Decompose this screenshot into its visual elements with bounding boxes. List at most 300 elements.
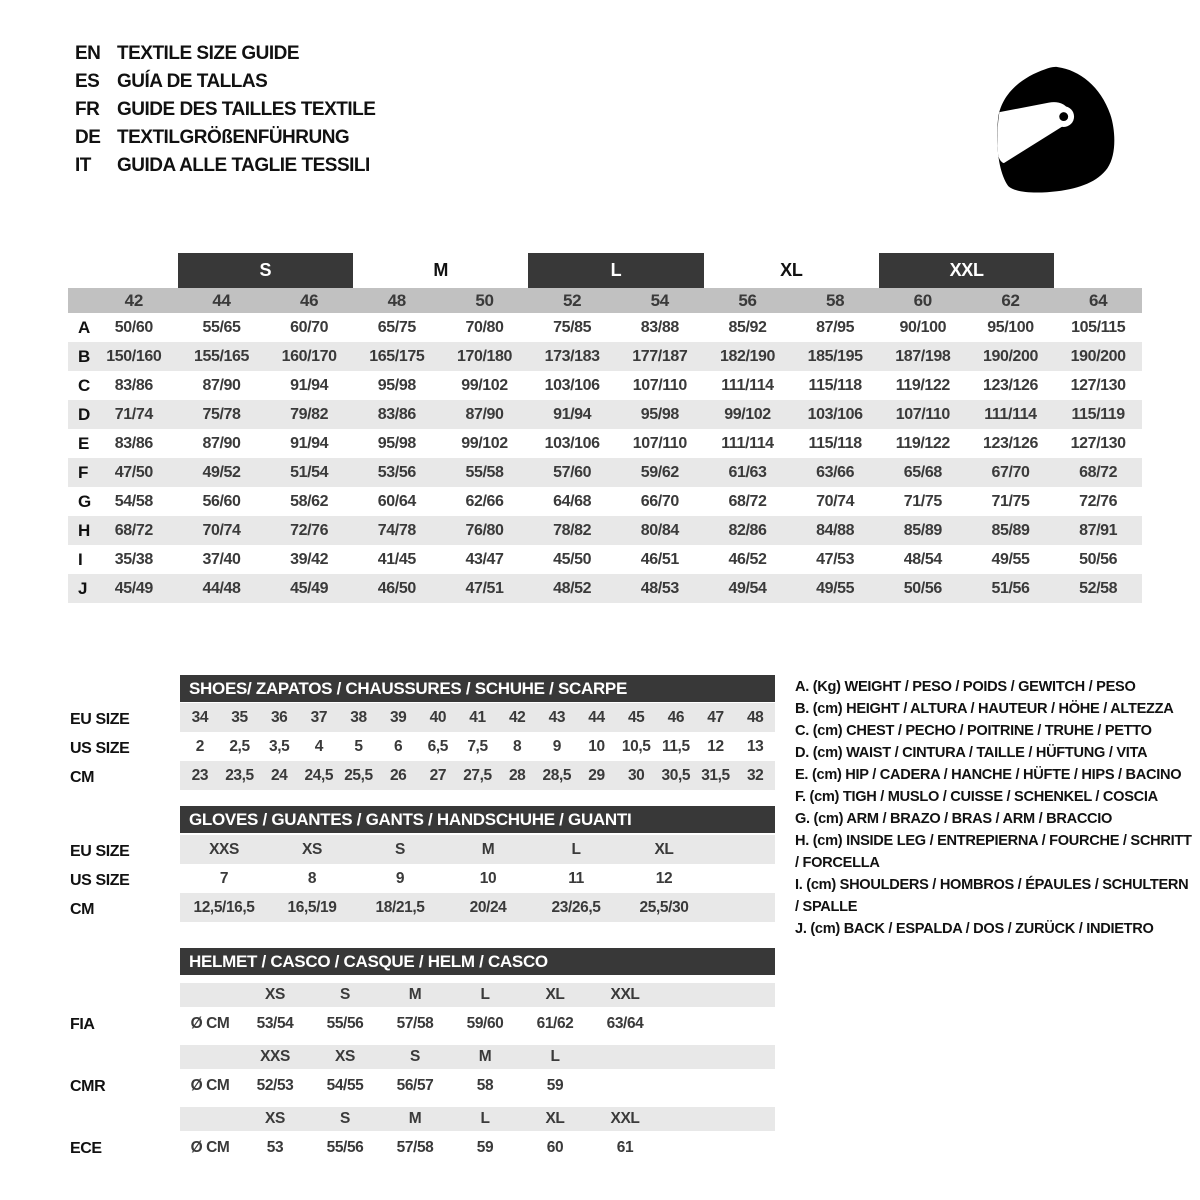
gloves-value: 23/26,5 <box>551 898 601 916</box>
shoes-value: 41 <box>469 708 486 726</box>
shoes-value: 36 <box>270 708 288 726</box>
helmet-cmr-sizes-row <box>180 1045 775 1069</box>
size-value: 99/102 <box>461 376 508 394</box>
size-value: 111/114 <box>984 405 1037 423</box>
gloves-value: 12,5/16,5 <box>193 898 255 916</box>
size-value: 51/56 <box>991 579 1030 597</box>
size-value: 70/74 <box>202 521 241 539</box>
size-value: 173/183 <box>544 347 600 365</box>
helmet-value: L <box>550 1048 560 1065</box>
shoes-us-size-label: US SIZE <box>70 740 130 757</box>
size-value: 115/118 <box>808 434 862 452</box>
size-value: 111/114 <box>721 376 774 394</box>
shoes-value: 40 <box>429 708 447 726</box>
helmet-value: XL <box>545 986 565 1003</box>
size-value: 95/98 <box>377 434 416 452</box>
helmet-lead-cell: Ø CM <box>190 1015 230 1032</box>
shoes-value: 37 <box>310 708 328 726</box>
size-value: 70/74 <box>816 492 855 510</box>
gloves-value: 11 <box>568 869 584 887</box>
shoes-value: 28 <box>508 766 526 784</box>
measurement-legend <box>795 676 1195 940</box>
measure-row-I <box>68 545 1142 574</box>
size-value: 95/98 <box>377 376 416 394</box>
shoes-value: 30 <box>627 766 645 784</box>
shoes-value: 7,5 <box>467 737 488 755</box>
gloves-eu-row <box>180 835 775 864</box>
size-value: 68/72 <box>114 521 153 539</box>
size-value: 91/94 <box>290 376 329 394</box>
size-value: 59/62 <box>640 463 679 481</box>
measure-row-C <box>68 371 1142 400</box>
size-value: 150/160 <box>106 347 162 365</box>
size-number: 44 <box>212 290 231 310</box>
shoes-cm-row <box>180 761 775 790</box>
size-value: 48/54 <box>903 550 942 568</box>
size-value: 85/92 <box>728 318 767 336</box>
size-value: 76/80 <box>465 521 504 539</box>
racing-helmet-icon <box>975 38 1145 210</box>
legend-item: C. (cm) CHEST / PECHO / POITRINE / TRUHE / PETTO <box>795 723 1152 739</box>
shoes-section-title: SHOES/ ZAPATOS / CHAUSSURES / SCHUHE / SCARPE <box>180 675 775 702</box>
size-number: 50 <box>475 290 494 310</box>
gloves-value: 7 <box>219 869 229 887</box>
lang-code: IT <box>75 155 91 176</box>
shoes-value: 10 <box>588 737 605 755</box>
size-number: 48 <box>387 290 406 310</box>
shoes-value: 12 <box>707 737 724 755</box>
helmet-lead-cell <box>180 1107 240 1131</box>
lang-row-en <box>75 40 375 68</box>
gloves-value: XXS <box>209 840 239 858</box>
lang-code: EN <box>75 43 101 64</box>
size-value: 75/78 <box>202 405 241 423</box>
gloves-value: L <box>571 840 581 858</box>
size-value: 82/86 <box>728 521 767 539</box>
helmet-value: 59 <box>476 1139 494 1156</box>
size-value: 103/106 <box>807 405 863 423</box>
size-value: 43/47 <box>465 550 504 568</box>
shoes-value: 2 <box>195 737 204 755</box>
gloves-section-title: GLOVES / GUANTES / GANTS / HANDSCHUHE / GUANTI <box>180 806 775 833</box>
language-title-block <box>75 40 375 180</box>
size-value: 65/68 <box>903 463 942 481</box>
page-title: TEXTILGRÖßENFÜHRUNG <box>117 127 350 148</box>
size-value: 123/126 <box>982 376 1039 394</box>
shoes-value: 24,5 <box>304 766 334 784</box>
size-value: 103/106 <box>544 376 600 394</box>
gloves-value: XL <box>654 840 674 858</box>
helmet-value: 59/60 <box>466 1015 504 1032</box>
lang-code: FR <box>75 99 100 120</box>
size-value: 165/175 <box>369 347 425 365</box>
size-value: 55/65 <box>202 318 241 336</box>
size-value: 67/70 <box>991 463 1030 481</box>
size-value: 45/49 <box>114 579 153 597</box>
size-value: 115/119 <box>1071 405 1125 423</box>
shoes-value: 43 <box>548 708 566 726</box>
size-value: 182/190 <box>719 347 776 365</box>
shoes-value: 44 <box>588 708 605 726</box>
size-value: 63/66 <box>816 463 855 481</box>
size-value: 99/102 <box>461 434 508 452</box>
shoes-value: 13 <box>746 737 764 755</box>
gloves-cm-row <box>180 893 775 922</box>
helmet-value: 55/56 <box>326 1015 364 1032</box>
helmet-value: 61 <box>616 1139 634 1156</box>
size-value: 85/89 <box>991 521 1030 539</box>
row-label: I <box>78 549 83 569</box>
size-value: 83/86 <box>114 434 153 452</box>
helmet-value: XL <box>545 1110 565 1127</box>
shoes-value: 29 <box>588 766 605 784</box>
size-value: 123/126 <box>982 434 1039 452</box>
gloves-value: 20/24 <box>469 898 507 916</box>
helmet-value <box>590 1069 660 1103</box>
helmet-lead-cell: Ø CM <box>190 1077 230 1094</box>
gloves-value: 12 <box>655 869 673 887</box>
shoes-value: 42 <box>508 708 526 726</box>
size-value: 90/100 <box>899 318 947 336</box>
size-value: 47/50 <box>114 463 153 481</box>
shoes-eu-size-label: EU SIZE <box>70 711 130 728</box>
main-size-table <box>68 253 1142 603</box>
helmet-fia-sizes-row <box>180 983 775 1007</box>
size-value: 87/90 <box>202 376 241 394</box>
legend-item: F. (cm) TIGH / MUSLO / CUISSE / SCHENKEL / COSCIA <box>795 789 1158 805</box>
shoes-value: 25,5 <box>344 766 373 784</box>
helmet-value: M <box>408 1110 422 1127</box>
shoes-value: 35 <box>231 708 248 726</box>
size-number: 46 <box>300 290 319 310</box>
legend-item: J. (cm) BACK / ESPALDA / DOS / ZURÜCK / INDIETRO <box>795 921 1154 937</box>
shoes-value: 24 <box>270 766 288 784</box>
helmet-lead-cell: Ø CM <box>190 1139 230 1156</box>
helmet-value: 61/62 <box>536 1015 574 1032</box>
helmet-value: L <box>480 1110 490 1127</box>
size-value: 57/60 <box>553 463 592 481</box>
size-value: 35/38 <box>114 550 153 568</box>
size-value: 72/76 <box>1079 492 1118 510</box>
size-value: 71/75 <box>903 492 942 510</box>
size-value: 61/63 <box>728 463 767 481</box>
page-title: GUIDE DES TAILLES TEXTILE <box>117 99 376 120</box>
helmet-value: 57/58 <box>396 1139 434 1156</box>
size-value: 155/165 <box>193 347 250 365</box>
size-number: 60 <box>913 290 932 310</box>
helmet-value: XXL <box>610 1110 640 1127</box>
page-title: GUÍA DE TALLAS <box>117 71 268 92</box>
legend-item: H. (cm) INSIDE LEG / ENTREPIERNA / FOURCHE / SCHRITT / FORCELLA <box>795 833 1192 871</box>
size-value: 71/74 <box>114 405 153 423</box>
helmet-value: XS <box>265 986 285 1003</box>
size-value: 49/54 <box>728 579 767 597</box>
shoes-value: 46 <box>667 708 685 726</box>
size-value: 84/88 <box>816 521 855 539</box>
size-value: 105/115 <box>1071 318 1126 336</box>
helmet-value: 56/57 <box>396 1077 434 1094</box>
helmet-value: 52/53 <box>256 1077 294 1094</box>
shoes-value: 6,5 <box>427 737 448 755</box>
size-value: 55/58 <box>465 463 504 481</box>
size-value: 107/110 <box>895 405 950 423</box>
shoes-value: 34 <box>191 708 209 726</box>
lang-row-de <box>75 124 375 152</box>
shoes-value: 23 <box>191 766 209 784</box>
size-value: 45/50 <box>553 550 592 568</box>
lang-row-es <box>75 68 375 96</box>
size-value: 127/130 <box>1070 434 1126 452</box>
helmet-ece-values-row <box>180 1131 775 1165</box>
size-value: 50/56 <box>1079 550 1118 568</box>
shoes-value: 8 <box>513 737 522 755</box>
shoes-eu-row <box>180 703 775 732</box>
size-value: 46/51 <box>640 550 679 568</box>
lang-row-fr <box>75 96 375 124</box>
gloves-value: S <box>395 840 405 858</box>
size-group-s: S <box>178 253 353 288</box>
size-value: 66/70 <box>640 492 679 510</box>
helmet-value: XS <box>265 1110 285 1127</box>
size-value: 50/60 <box>114 318 153 336</box>
size-number: 58 <box>826 290 845 310</box>
shoes-value: 31,5 <box>701 766 730 784</box>
measure-row-F <box>68 458 1142 487</box>
legend-item: G. (cm) ARM / BRAZO / BRAS / ARM / BRACCIO <box>795 811 1113 827</box>
measure-row-D <box>68 400 1142 429</box>
helmet-value: 53/54 <box>256 1015 294 1032</box>
helmet-value <box>590 1045 660 1069</box>
size-value: 54/58 <box>114 492 153 510</box>
helmet-value: XXL <box>610 986 640 1003</box>
size-value: 52/58 <box>1079 579 1118 597</box>
measure-row-E <box>68 429 1142 458</box>
main-table-rows <box>68 313 1142 603</box>
shoes-value: 9 <box>552 737 561 755</box>
size-number: 56 <box>738 290 757 310</box>
size-value: 60/64 <box>377 492 416 510</box>
size-value: 95/100 <box>987 318 1034 336</box>
helmet-lead-cell <box>180 983 240 1007</box>
helmet-lead-cell <box>180 1045 240 1069</box>
size-value: 46/52 <box>728 550 767 568</box>
gloves-value: 16,5/19 <box>287 898 337 916</box>
shoes-value: 39 <box>389 708 407 726</box>
legend-item: E. (cm) HIP / CADERA / HANCHE / HÜFTE / HIPS / BACINO <box>795 767 1182 783</box>
page-title: TEXTILE SIZE GUIDE <box>117 43 300 64</box>
shoes-value: 47 <box>707 708 724 726</box>
size-value: 58/62 <box>290 492 329 510</box>
shoes-value: 5 <box>354 737 363 755</box>
shoes-value: 10,5 <box>621 737 651 755</box>
size-value: 83/88 <box>640 318 679 336</box>
shoes-value: 27 <box>429 766 447 784</box>
lang-code: DE <box>75 127 101 148</box>
size-value: 80/84 <box>640 521 679 539</box>
helmet-value: 63/64 <box>606 1015 644 1032</box>
size-number: 62 <box>1001 290 1020 310</box>
size-value: 87/90 <box>465 405 504 423</box>
helmet-section-title: HELMET / CASCO / CASQUE / HELM / CASCO <box>180 948 775 975</box>
shoes-value: 11,5 <box>661 737 690 755</box>
legend-item: D. (cm) WAIST / CINTURA / TAILLE / HÜFTUNG / VITA <box>795 745 1148 761</box>
size-value: 75/85 <box>553 318 592 336</box>
gloves-value: 8 <box>307 869 317 887</box>
helmet-value: L <box>480 986 490 1003</box>
size-value: 83/86 <box>114 376 153 394</box>
helmet-ece-label: ECE <box>70 1140 102 1157</box>
lang-code: ES <box>75 71 100 92</box>
shoes-value: 2,5 <box>229 737 250 755</box>
measure-row-H <box>68 516 1142 545</box>
shoes-us-row <box>180 732 775 761</box>
helmet-value: 59 <box>546 1077 564 1094</box>
size-value: 72/76 <box>290 521 329 539</box>
legend-item: I. (cm) SHOULDERS / HOMBROS / ÉPAULES / SCHULTERN / SPALLE <box>795 877 1189 915</box>
shoes-cm-label: CM <box>70 769 95 786</box>
size-number-row <box>68 288 1142 313</box>
legend-item: A. (Kg) WEIGHT / PESO / POIDS / GEWITCH / PESO <box>795 679 1136 695</box>
size-value: 170/180 <box>456 347 513 365</box>
gloves-cm-label: CM <box>70 901 95 918</box>
size-value: 68/72 <box>728 492 767 510</box>
helmet-ece-sizes-row <box>180 1107 775 1131</box>
gloves-value: 18/21,5 <box>375 898 425 916</box>
legend-item: B. (cm) HEIGHT / ALTURA / HAUTEUR / HÖHE / ALTEZZA <box>795 701 1174 717</box>
size-value: 46/50 <box>377 579 416 597</box>
size-value: 48/52 <box>553 579 592 597</box>
size-value: 48/53 <box>640 579 679 597</box>
size-group-xxl: XXL <box>879 253 1054 288</box>
size-value: 190/200 <box>982 347 1039 365</box>
shoes-value: 6 <box>394 737 403 755</box>
shoes-value: 48 <box>746 708 764 726</box>
size-number: 42 <box>124 290 143 310</box>
size-value: 111/114 <box>721 434 774 452</box>
size-value: 47/51 <box>465 579 504 597</box>
measure-row-A <box>68 313 1142 342</box>
size-number: 64 <box>1089 290 1108 310</box>
size-value: 107/110 <box>632 376 687 394</box>
size-value: 87/90 <box>202 434 241 452</box>
gloves-value: 9 <box>395 869 405 887</box>
helmet-value: M <box>408 986 422 1003</box>
size-value: 99/102 <box>724 405 771 423</box>
measure-row-J <box>68 574 1142 603</box>
size-value: 51/54 <box>290 463 329 481</box>
gloves-value: M <box>481 840 495 858</box>
row-label: G <box>78 491 91 511</box>
size-value: 87/95 <box>816 318 855 336</box>
size-value: 41/45 <box>377 550 416 568</box>
size-value: 103/106 <box>544 434 600 452</box>
helmet-cmr-values-row <box>180 1069 775 1103</box>
row-label-spacer <box>68 288 90 313</box>
row-label: E <box>78 433 89 453</box>
size-value: 190/200 <box>1070 347 1126 365</box>
size-value: 95/98 <box>640 405 679 423</box>
helmet-value: S <box>410 1048 420 1065</box>
gloves-us-row <box>180 864 775 893</box>
size-value: 65/75 <box>377 318 416 336</box>
gloves-value: 10 <box>479 869 497 887</box>
size-value: 79/82 <box>290 405 329 423</box>
measure-row-B <box>68 342 1142 371</box>
size-value: 119/122 <box>895 434 950 452</box>
size-value: 78/82 <box>553 521 592 539</box>
size-value: 64/68 <box>553 492 592 510</box>
shoes-value: 26 <box>389 766 407 784</box>
gloves-eu-size-label: EU SIZE <box>70 843 130 860</box>
shoes-value: 32 <box>746 766 764 784</box>
size-value: 60/70 <box>290 318 329 336</box>
helmet-value: XXS <box>260 1048 290 1065</box>
size-value: 50/56 <box>903 579 942 597</box>
helmet-value: XS <box>335 1048 355 1065</box>
size-value: 37/40 <box>202 550 241 568</box>
size-value: 49/52 <box>202 463 241 481</box>
helmet-value: 54/55 <box>326 1077 364 1094</box>
size-value: 39/42 <box>290 550 329 568</box>
measure-row-G <box>68 487 1142 516</box>
page-title: GUIDA ALLE TAGLIE TESSILI <box>117 155 370 176</box>
size-value: 49/55 <box>991 550 1030 568</box>
size-group-l: L <box>528 253 703 288</box>
size-value: 47/53 <box>816 550 855 568</box>
row-label: B <box>78 346 90 366</box>
size-value: 68/72 <box>1079 463 1118 481</box>
shoes-value: 4 <box>314 737 323 755</box>
size-value: 115/118 <box>808 376 862 394</box>
size-group-xl: XL <box>780 260 803 280</box>
size-value: 44/48 <box>202 579 241 597</box>
size-value: 87/91 <box>1079 521 1118 539</box>
helmet-value: 53 <box>266 1139 284 1156</box>
row-label: H <box>78 520 90 540</box>
size-value: 70/80 <box>465 318 504 336</box>
helmet-value: M <box>478 1048 492 1065</box>
row-label: A <box>78 317 90 337</box>
size-value: 91/94 <box>290 434 329 452</box>
size-value: 71/75 <box>991 492 1030 510</box>
size-value: 56/60 <box>202 492 241 510</box>
row-label: F <box>78 462 88 482</box>
size-value: 177/187 <box>632 347 688 365</box>
helmet-value: 55/56 <box>326 1139 364 1156</box>
size-value: 185/195 <box>807 347 863 365</box>
helmet-value: S <box>340 986 350 1003</box>
helmet-value: S <box>340 1110 350 1127</box>
shoes-value: 38 <box>350 708 367 726</box>
size-value: 62/66 <box>465 492 504 510</box>
size-value: 45/49 <box>290 579 329 597</box>
size-value: 107/110 <box>632 434 687 452</box>
size-value: 83/86 <box>377 405 416 423</box>
row-label: J <box>78 578 88 598</box>
lang-row-it <box>75 152 375 180</box>
row-label: D <box>78 404 90 424</box>
size-value: 49/55 <box>816 579 855 597</box>
shoes-value: 45 <box>627 708 645 726</box>
shoes-value: 23,5 <box>225 766 254 784</box>
shoes-value: 3,5 <box>268 737 290 755</box>
row-label: C <box>78 375 90 395</box>
helmet-cmr-label: CMR <box>70 1078 106 1095</box>
shoes-value: 28,5 <box>542 766 572 784</box>
size-group-header <box>68 253 1142 288</box>
shoes-value: 30,5 <box>661 766 691 784</box>
size-group-m: M <box>433 260 449 280</box>
